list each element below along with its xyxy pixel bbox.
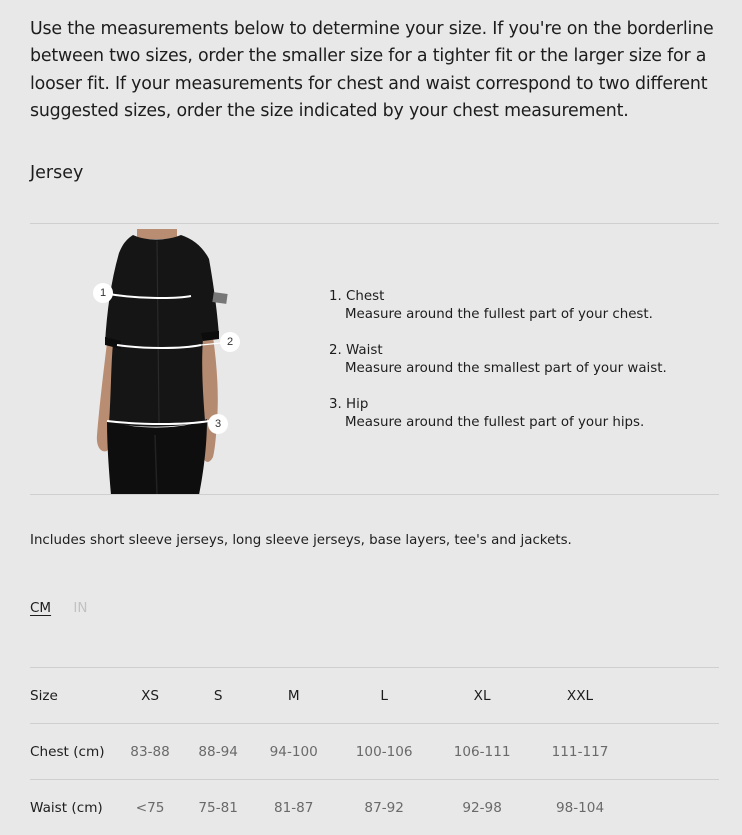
header-spacer [629, 668, 719, 724]
guide-desc: Measure around the fullest part of your chest. [329, 306, 719, 324]
size-table [30, 667, 719, 835]
section-title-jersey: Jersey [30, 163, 83, 183]
table-header-row [30, 668, 719, 724]
header-size: XS [116, 668, 184, 724]
guide-title: 3. Hip [329, 397, 368, 412]
unit-cm-button[interactable]: CM [30, 600, 51, 616]
guide-item-chest [329, 288, 719, 324]
marker-waist: 2 [220, 332, 240, 352]
marker-chest: 1 [93, 283, 113, 303]
table-row-waist [30, 780, 719, 835]
table-cell: 92-98 [433, 780, 531, 835]
jersey-measurement-figure [85, 225, 245, 495]
table-cell: 75-81 [184, 780, 252, 835]
header-size: XXL [531, 668, 629, 724]
divider-top [30, 223, 719, 224]
row-label: Chest (cm) [30, 724, 116, 780]
guide-title: 1. Chest [329, 289, 384, 304]
table-cell: 88-94 [184, 724, 252, 780]
table-cell: 94-100 [252, 724, 335, 780]
header-size: S [184, 668, 252, 724]
table-spacer [629, 780, 719, 835]
table-cell: 87-92 [335, 780, 433, 835]
unit-in-button[interactable]: IN [73, 600, 87, 616]
guide-item-waist [329, 342, 719, 378]
header-size: XL [433, 668, 531, 724]
table-cell: 106-111 [433, 724, 531, 780]
header-size: L [335, 668, 433, 724]
marker-hip: 3 [208, 414, 228, 434]
table-cell: 98-104 [531, 780, 629, 835]
guide-desc: Measure around the fullest part of your hips. [329, 414, 719, 432]
table-cell: <75 [116, 780, 184, 835]
table-cell: 81-87 [252, 780, 335, 835]
table-cell: 111-117 [531, 724, 629, 780]
unit-toggle [30, 600, 105, 616]
row-label: Waist (cm) [30, 780, 116, 835]
table-cell: 83-88 [116, 724, 184, 780]
guide-title: 2. Waist [329, 343, 383, 358]
header-size-label: Size [30, 668, 116, 724]
table-row-chest [30, 724, 719, 780]
size-guide-intro: Use the measurements below to determine your size. If you're on the borderline between two sizes, order the smaller size for a tighter fit or the larger size for a looser fit. If your measurements for chest and waist correspond to two different suggested sizes, order the size indicated by your chest measurement. [30, 16, 730, 125]
header-size: M [252, 668, 335, 724]
guide-desc: Measure around the smallest part of your waist. [329, 360, 719, 378]
model-illustration [85, 225, 245, 495]
includes-note: Includes short sleeve jerseys, long sleeve jerseys, base layers, tee's and jackets. [30, 533, 572, 548]
divider-bottom [30, 494, 719, 495]
guide-item-hip [329, 396, 719, 432]
measurement-guide [329, 288, 719, 450]
table-spacer [629, 724, 719, 780]
table-cell: 100-106 [335, 724, 433, 780]
